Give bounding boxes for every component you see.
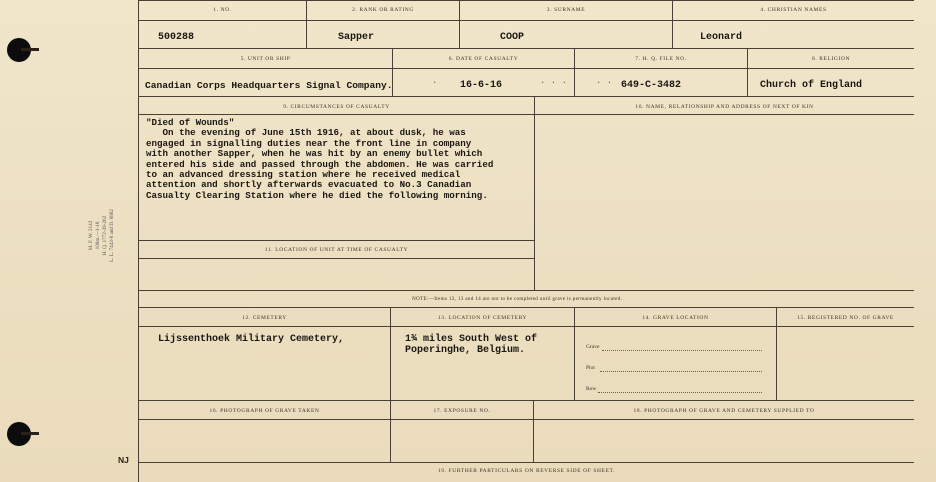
filler-dots-2: · · · — [540, 78, 568, 88]
row-label: Row — [586, 386, 597, 392]
rule-note-bottom — [139, 307, 914, 308]
value-christian: Leonard — [700, 32, 743, 43]
punch-hole-bottom — [7, 422, 31, 446]
header-photo-taken: 16. PHOTOGRAPH OF GRAVE TAKEN — [209, 408, 320, 414]
rule-block-bottom — [139, 290, 914, 291]
plot-dots — [600, 371, 762, 372]
header-kin: 10. NAME, RELATIONSHIP AND ADDRESS OF NEXT OF KIN — [635, 104, 814, 110]
header-circumstances: 9. CIRCUMSTANCES OF CASUALTY — [283, 104, 390, 110]
rule-row5-header — [139, 419, 914, 420]
rule-loc-header — [139, 258, 534, 259]
rule-circ-bottom — [139, 240, 534, 241]
header-location-unit: 11. LOCATION OF UNIT AT TIME OF CASUALTY — [264, 247, 409, 253]
value-date: 16-6-16 — [460, 80, 503, 91]
value-cemetery: Lijssenthoek Military Cemetery, — [158, 334, 345, 345]
grave-dots — [602, 350, 762, 351]
header-grave-location: 14. GRAVE LOCATION — [642, 315, 709, 321]
rule-top — [139, 0, 914, 1]
header-cemetery: 12. CEMETERY — [242, 315, 287, 321]
value-rank: Sapper — [338, 32, 375, 43]
rule-row1-header — [139, 20, 914, 21]
rule-row4-header — [139, 326, 914, 327]
rule-row1-bottom — [139, 48, 914, 49]
value-location-cemetery: 1¾ miles South West of Poperinghe, Belgium. — [405, 334, 538, 356]
margin-stamp: M. F. W. 2143 100m.—1-18 H. Q. 1772-39-262 L. L. 7443-8 and D. 8882 — [88, 208, 115, 262]
header-surname: 3. SURNAME — [546, 7, 586, 13]
grave-label: Grave — [586, 344, 600, 350]
header-exposure: 17. EXPOSURE NO. — [433, 408, 491, 414]
header-christian: 4. CHRISTIAN NAMES — [760, 7, 827, 13]
rule-row3-header — [139, 114, 914, 115]
value-file: 649-C-3482 — [621, 80, 682, 91]
filler-dots-3: · · — [596, 78, 613, 88]
clerk-initials: NJ — [118, 455, 129, 465]
grave-note: NOTE:—Items 12, 13 and 14 are not to be completed until grave is permanently located. — [412, 296, 623, 302]
filler-dots-1: · — [432, 78, 438, 88]
header-date: 6. DATE OF CASUALTY — [448, 56, 519, 62]
rule-row5-bottom — [139, 462, 914, 463]
header-location-cemetery: 13. LOCATION OF CEMETERY — [437, 315, 528, 321]
col-kin-left — [534, 96, 535, 290]
rule-row2-bottom — [139, 96, 914, 97]
rule-row4-bottom — [139, 400, 914, 401]
header-religion: 8. RELIGION — [811, 56, 851, 62]
value-circumstances: "Died of Wounds" On the evening of June 15th 1916, at about dusk, he was engaged in signalling duties near the front line in company with another Sapper, when he was hit by an enemy bullet which entered his side and passed through the abdomen. He was carried to an advanced dressing station where he received medical attention and shortly afterwards evacuated to No.3 Canadian Casualty Clearing Station where he died the following morning. — [146, 117, 494, 201]
header-photo-supplied: 18. PHOTOGRAPH OF GRAVE AND CEMETERY SUPPLIED TO — [633, 408, 815, 414]
value-no: 500288 — [158, 32, 195, 43]
value-unit: Canadian Corps Headquarters Signal Company. — [145, 80, 393, 91]
punch-hole-top — [7, 38, 31, 62]
header-no: 1. NO. — [213, 7, 232, 13]
header-unit: 5. UNIT OR SHIP — [240, 56, 291, 62]
header-further: 19. FURTHER PARTICULARS ON REVERSE SIDE OF SHEET. — [437, 468, 616, 474]
value-religion: Church of England — [760, 80, 863, 91]
row-dots — [598, 392, 762, 393]
header-file: 7. H. Q. FILE NO. — [635, 56, 687, 62]
plot-label: Plot — [586, 365, 595, 371]
header-rank: 2. RANK OR RATING — [352, 7, 414, 13]
value-surname: COOP — [500, 32, 525, 43]
rule-row2-header — [139, 68, 914, 69]
header-registered: 15. REGISTERED NO. OF GRAVE — [797, 315, 894, 321]
